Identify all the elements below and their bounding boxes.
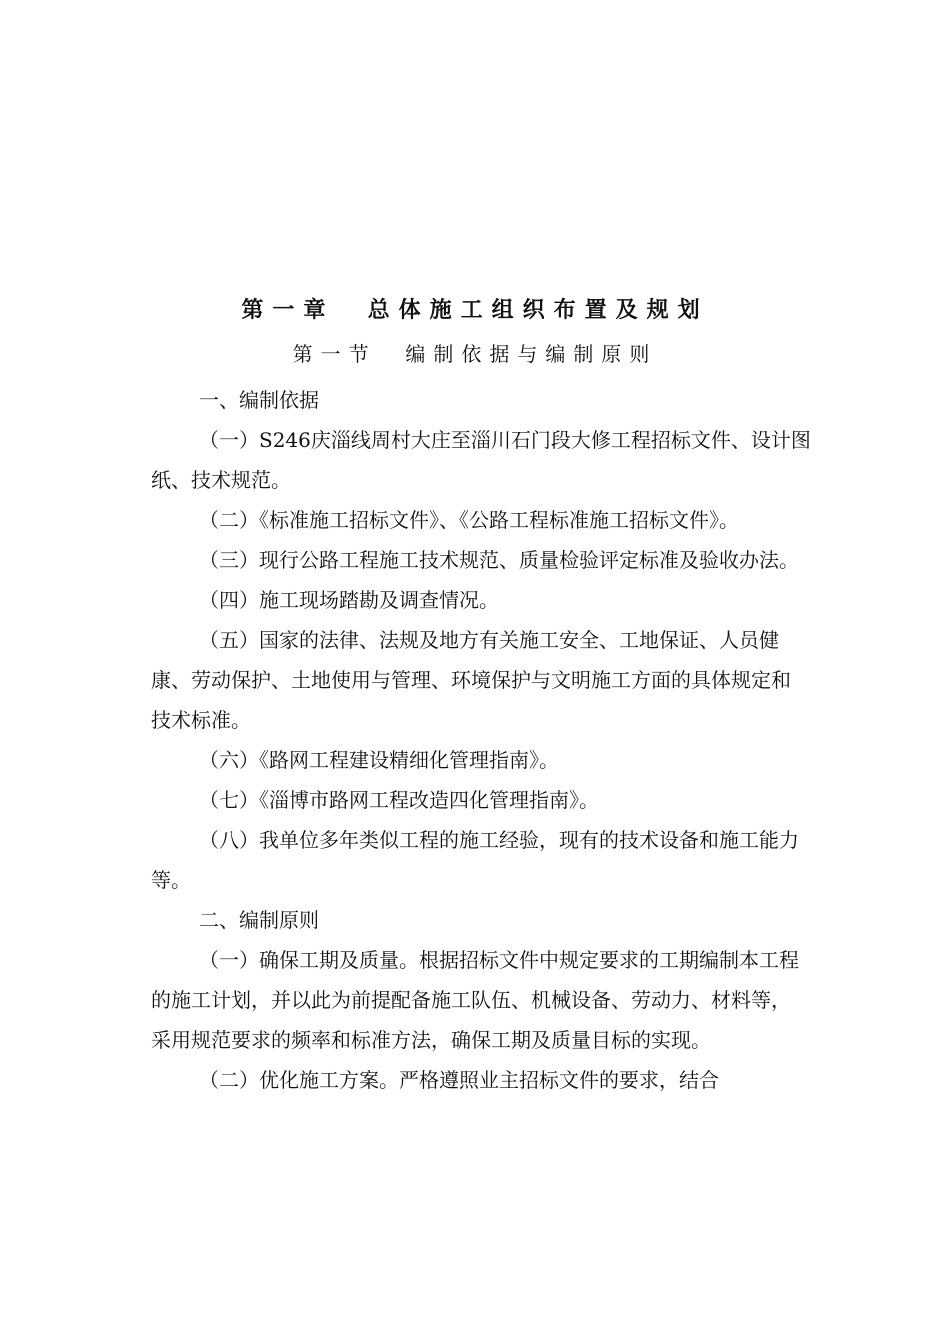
basis-item-4: （四）施工现场踏勘及调查情况。 xyxy=(199,588,499,612)
principle-item-1: （一）确保工期及质量。根据招标文件中规定要求的工期编制本工程的施工计划，并以此为前提配备施工队伍、机械设备、劳动力、材料等，采用规范要求的频率和标准方法，确保工期及质量目标的实现。 xyxy=(151,948,799,1052)
heading-principles: 二、编制原则 xyxy=(199,908,319,932)
basis-item-5: （五）国家的法律、法规及地方有关施工安全、工地保证、人员健康、劳动保护、土地使用与管理、环境保护与文明施工方面的具体规定和技术标准。 xyxy=(151,628,791,732)
basis-item-3: （三）现行公路工程施工技术规范、质量检验评定标准及验收办法。 xyxy=(199,548,799,572)
basis-item-7: （七）《淄博市路网工程改造四化管理指南》。 xyxy=(199,788,599,812)
chapter-title: 第一章 总体施工组织布置及规划 xyxy=(241,297,709,323)
principle-item-2: （二）优化施工方案。严格遵照业主招标文件的要求，结合 xyxy=(199,1068,719,1092)
basis-item-8: （八）我单位多年类似工程的施工经验，现有的技术设备和施工能力等。 xyxy=(151,828,799,892)
basis-item-2: （二）《标准施工招标文件》、《公路工程标准施工招标文件》。 xyxy=(199,508,739,532)
heading-basis: 一、编制依据 xyxy=(199,388,319,412)
basis-item-6: （六）《路网工程建设精细化管理指南》。 xyxy=(199,748,559,772)
section-title: 第一节 编制依据与编制原则 xyxy=(292,342,658,366)
basis-item-1: （一）S246庆淄线周村大庄至淄川石门段大修工程招标文件、设计图纸、技术规范。 xyxy=(151,428,811,492)
document-body xyxy=(151,380,811,1100)
